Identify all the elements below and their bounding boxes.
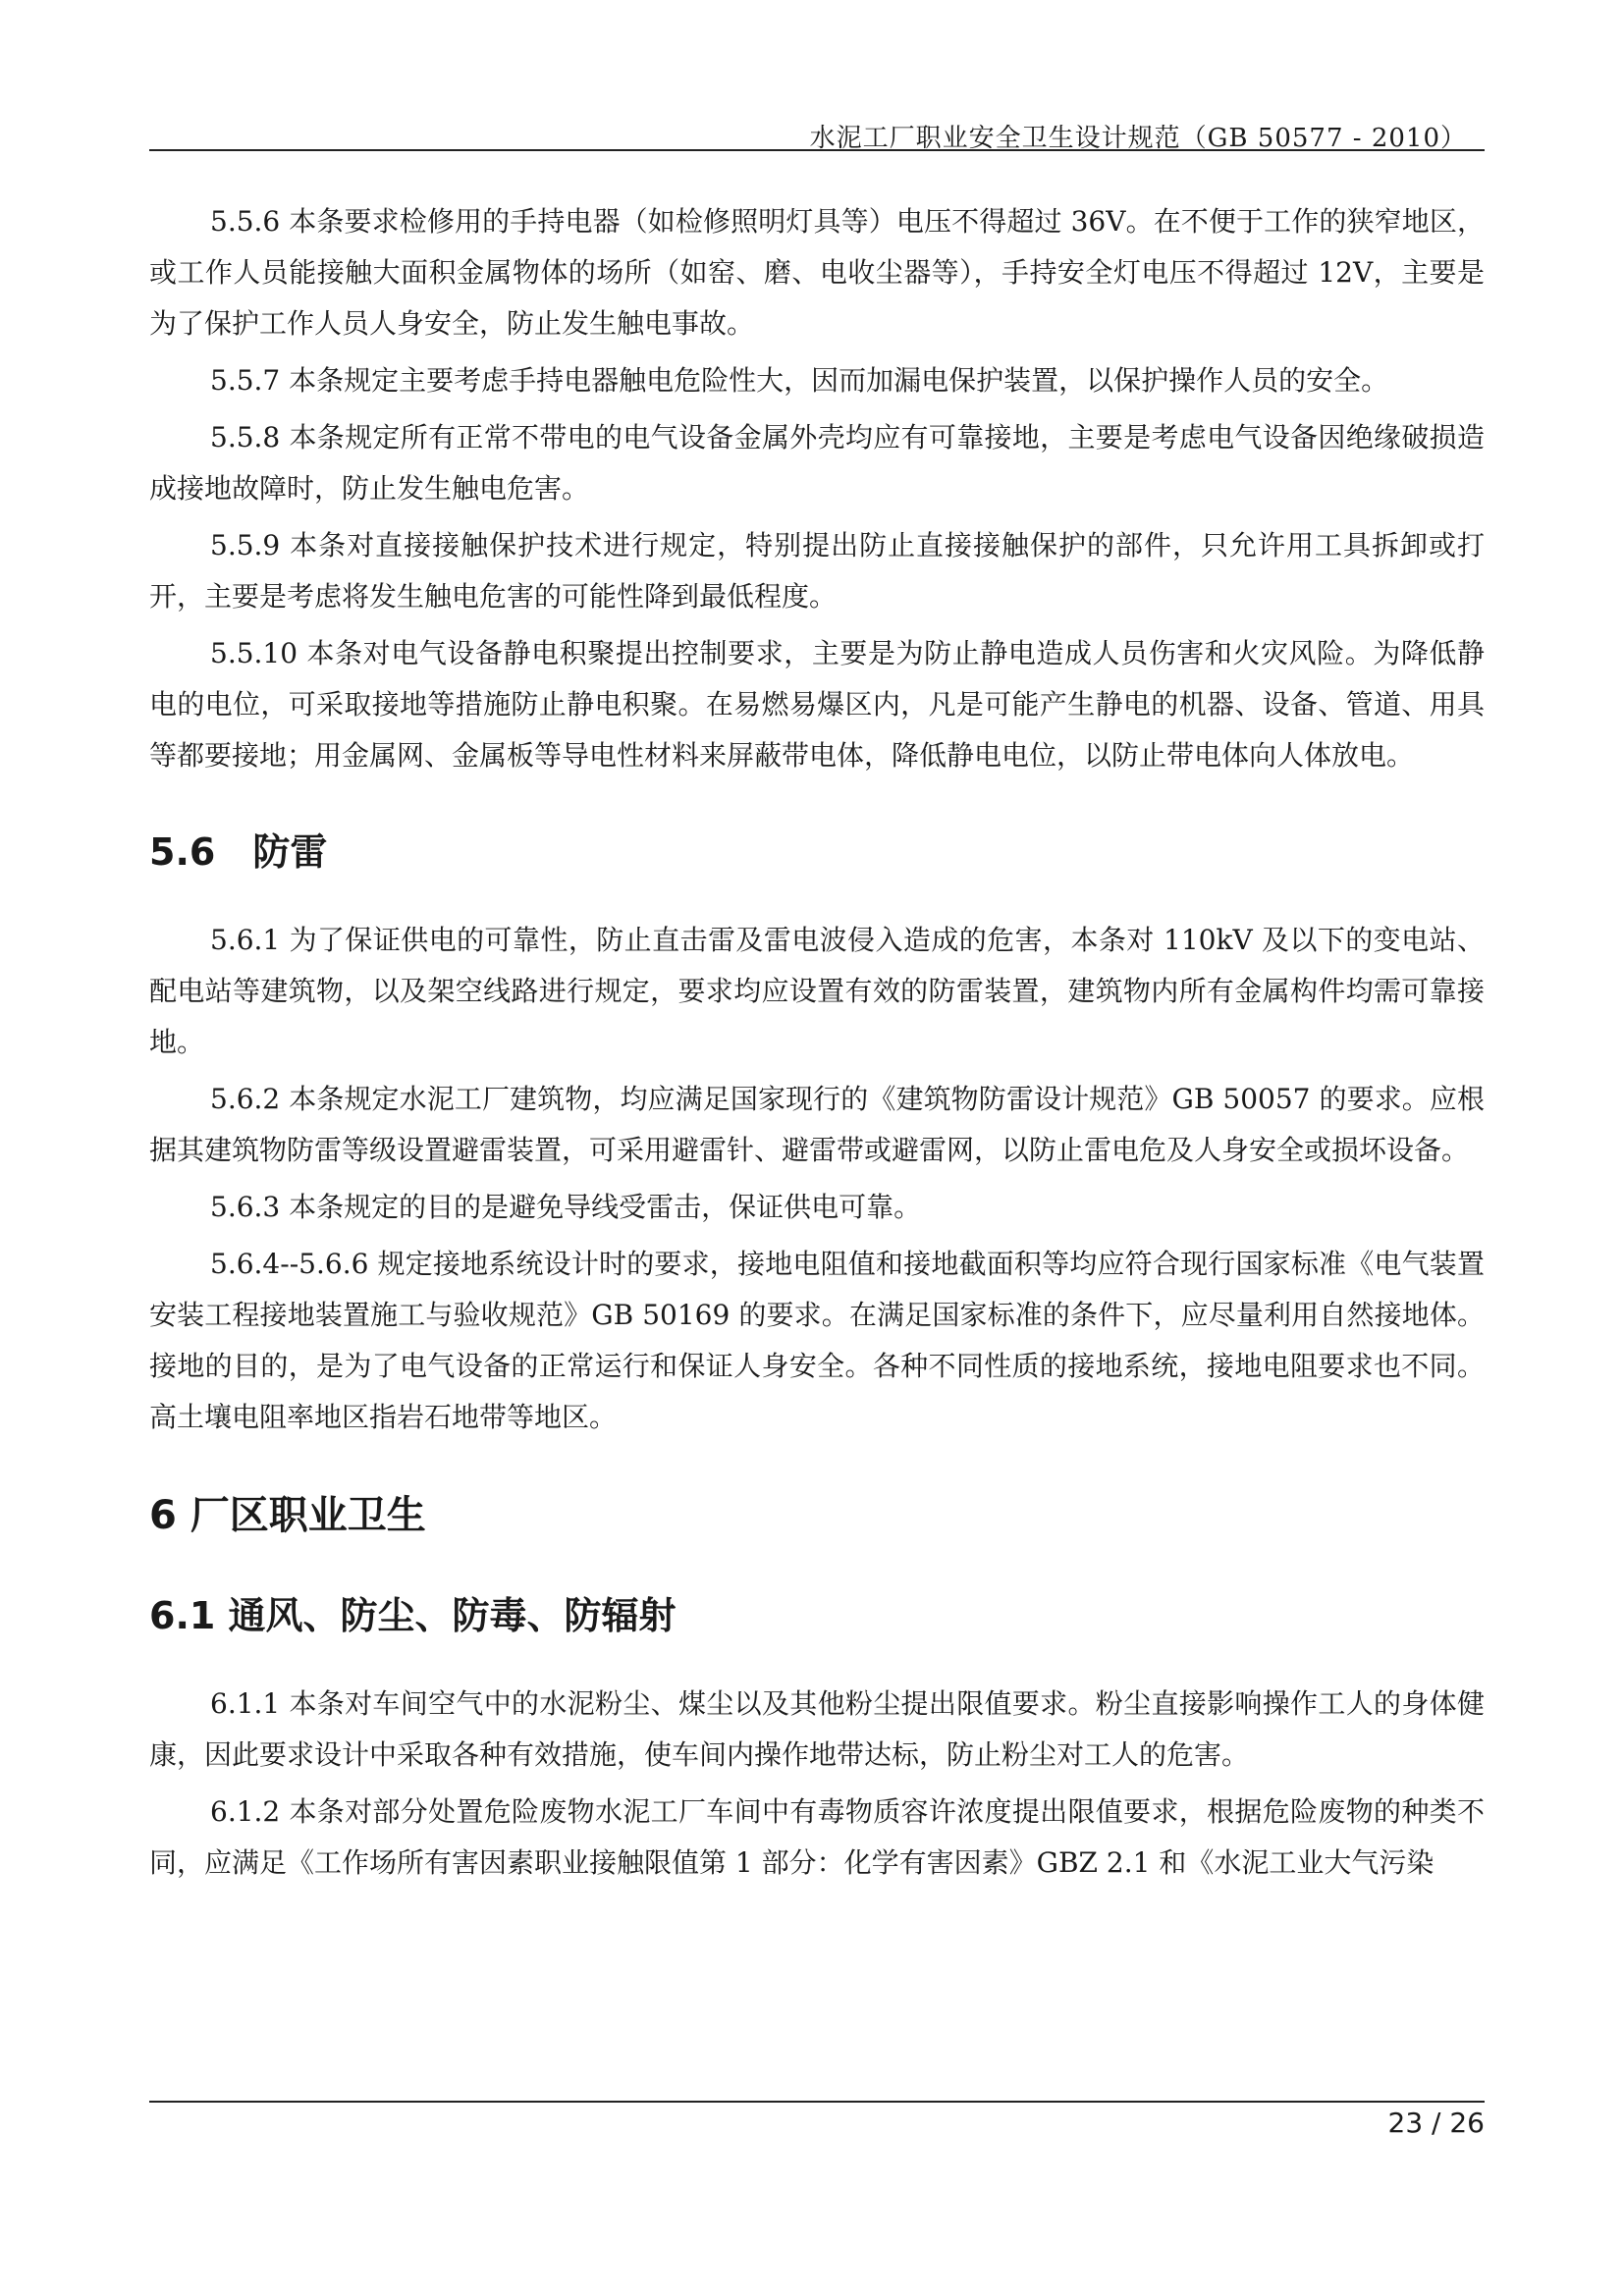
paragraph-6-1-1: 6.1.1 本条对车间空气中的水泥粉尘、煤尘以及其他粉尘提出限值要求。粉尘直接影响操作工人的身体健康，因此要求设计中采取各种有效措施，使车间内操作地带达标，防止粉尘对工人的危害。	[149, 1687, 1485, 1771]
paragraph-5-6-2: 5.6.2 本条规定水泥工厂建筑物，均应满足国家现行的《建筑物防雷设计规范》GB 50057 的要求。应根据其建筑物防雷等级设置避雷装置，可采用避雷针、避雷带或避雷网，以防止雷电危及人身安全或损坏设备。	[149, 1083, 1485, 1166]
page-number: 23 / 26	[1387, 2107, 1485, 2139]
chapter-heading-6: 6 厂区职业卫生	[149, 1493, 426, 1538]
header-title: 水泥工厂职业安全卫生设计规范（GB 50577 - 2010）	[809, 124, 1467, 153]
paragraph-5-6-4: 5.6.4--5.6.6 规定接地系统设计时的要求，接地电阻值和接地截面积等均应符合现行国家标准《电气装置安装工程接地装置施工与验收规范》GB 50169 的要求。在满足国家标准的条件下，应尽量利用自然接地体。接地的目的，是为了电气设备的正常运行和保证人身安全。各种不同性质的接地系统，接地电阻要求也不同。高土壤电阻率地区指岩石地带等地区。	[149, 1248, 1485, 1433]
paragraph-5-5-10: 5.5.10 本条对电气设备静电积聚提出控制要求，主要是为防止静电造成人员伤害和火灾风险。为降低静电的电位，可采取接地等措施防止静电积聚。在易燃易爆区内，凡是可能产生静电的机器、设备、管道、用具等都要接地；用金属网、金属板等导电性材料来屏蔽带电体，降低静电电位，以防止带电体向人体放电。	[149, 637, 1485, 772]
document-body	[149, 196, 1485, 1895]
paragraph-5-6-3: 5.6.3 本条规定的目的是避免导线受雷击，保证供电可靠。	[210, 1191, 922, 1223]
header-rule	[149, 149, 1485, 151]
section-heading-6-1: 6.1 通风、防尘、防毒、防辐射	[149, 1594, 677, 1637]
paragraph-6-1-2: 6.1.2 本条对部分处置危险废物水泥工厂车间中有毒物质容许浓度提出限值要求，根据危险废物的种类不同，应满足《工作场所有害因素职业接触限值第 1 部分：化学有害因素》GBZ 2.1 和《水泥工业大气污染	[149, 1795, 1485, 1879]
paragraph-5-6-1: 5.6.1 为了保证供电的可靠性，防止直击雷及雷电波侵入造成的危害，本条对 110kV 及以下的变电站、配电站等建筑物，以及架空线路进行规定，要求均应设置有效的防雷装置，建筑物内所有金属构件均需可靠接地。	[149, 924, 1485, 1058]
page-header	[149, 108, 1485, 151]
paragraph-5-5-7: 5.5.7 本条规定主要考虑手持电器触电危险性大，因而加漏电保护装置，以保护操作人员的安全。	[210, 364, 1389, 397]
section-heading-5-6: 5.6 防雷	[149, 830, 328, 874]
footer-rule	[149, 2101, 1485, 2103]
paragraph-5-5-8: 5.5.8 本条规定所有正常不带电的电气设备金属外壳均应有可靠接地，主要是考虑电气设备因绝缘破损造成接地故障时，防止发生触电危害。	[149, 421, 1485, 505]
paragraph-5-5-6: 5.5.6 本条要求检修用的手持电器（如检修照明灯具等）电压不得超过 36V。在不便于工作的狭窄地区，或工作人员能接触大面积金属物体的场所（如窑、磨、电收尘器等），手持安全灯电压不得超过 12V，主要是为了保护工作人员人身安全，防止发生触电事故。	[149, 205, 1485, 340]
paragraph-5-5-9: 5.5.9 本条对直接接触保护技术进行规定，特别提出防止直接接触保护的部件，只允许用工具拆卸或打开，主要是考虑将发生触电危害的可能性降到最低程度。	[149, 529, 1485, 613]
